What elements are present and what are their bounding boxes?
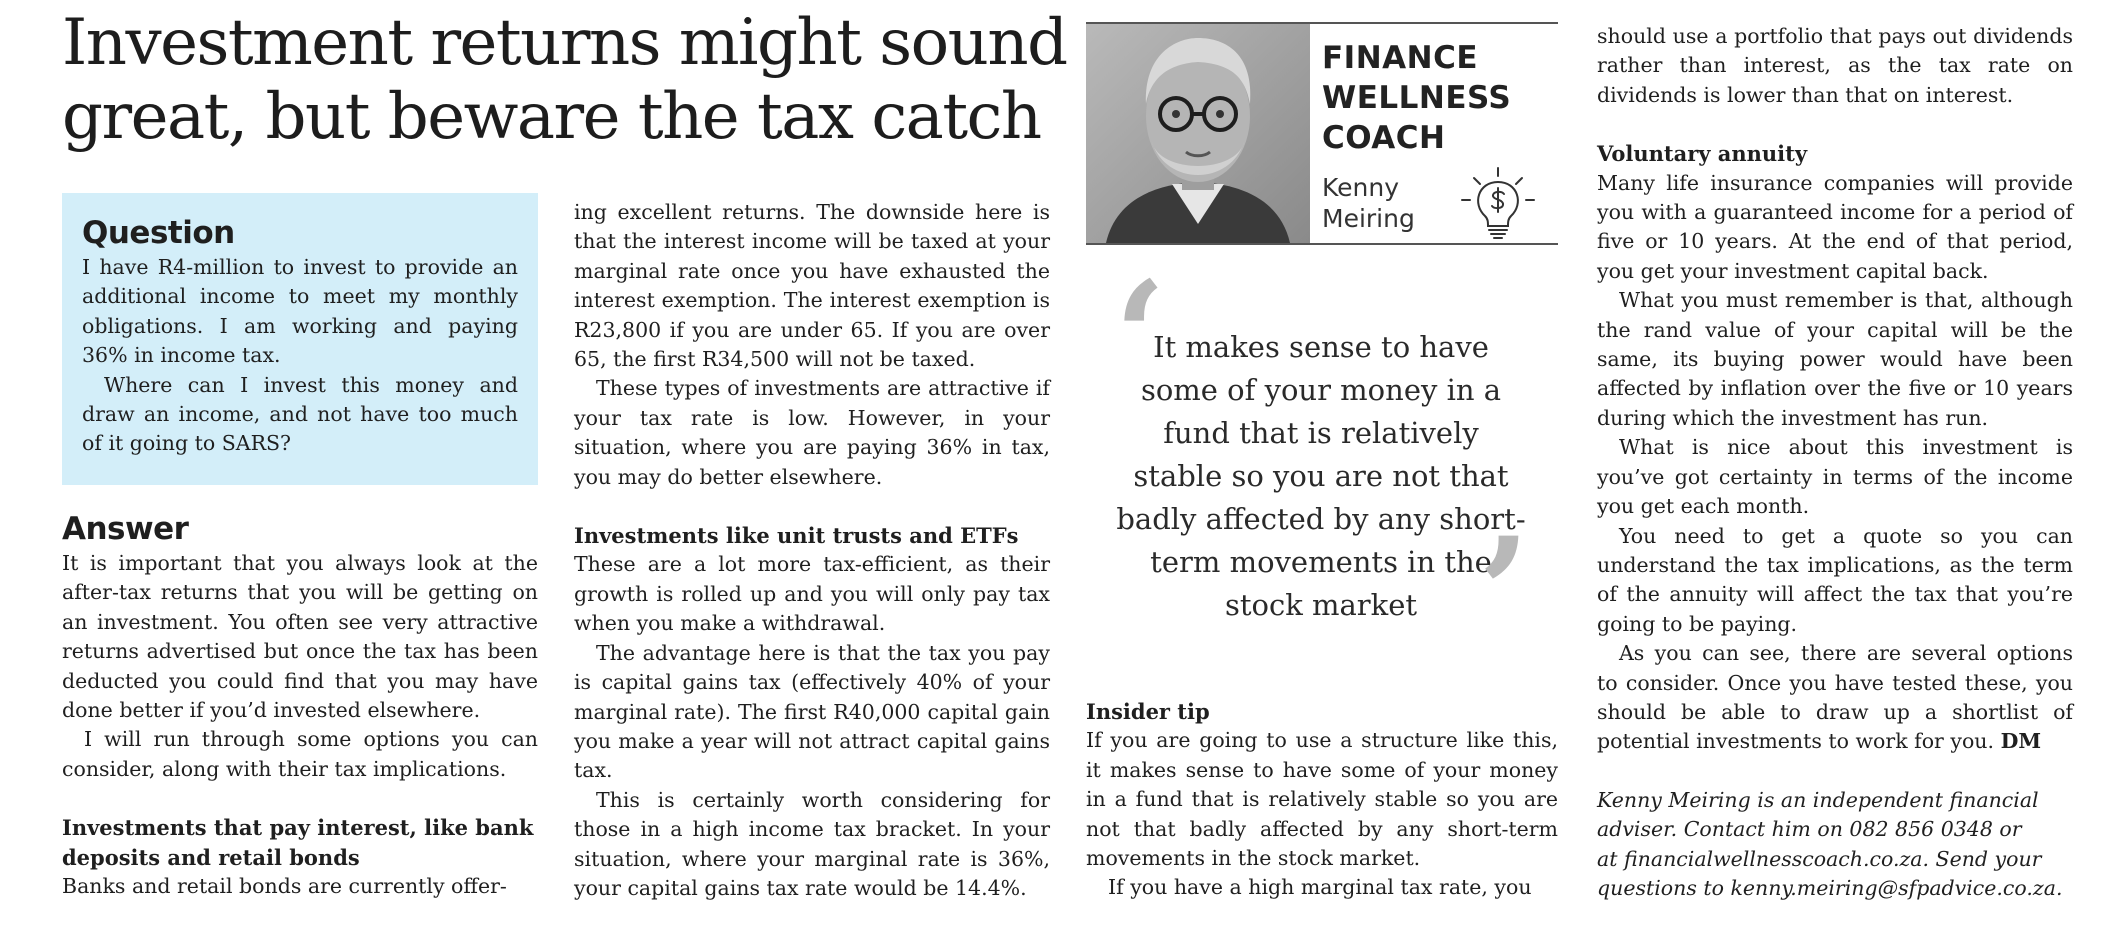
column-4 (1597, 22, 2073, 903)
interest-lead: Banks and retail bonds are currently offer- (62, 874, 507, 899)
dm-sign-off: DM (2000, 729, 2042, 754)
question-box (62, 193, 538, 485)
insider-continued: should use a portfolio that pays out dividends rather than interest, as the tax rate on dividends is lower than that on interest. (1597, 24, 2073, 107)
column-3 (1086, 697, 1558, 903)
insider-paragraph: If you are going to use a structure like this, it makes sense to have some of your money in a fund that is relatively stable so you are not that badly affected by any short-term movements in the stock market. (1086, 728, 1558, 871)
coach-portrait (1086, 24, 1310, 243)
question-paragraph: I have R4-million to invest to provide an additional income to meet my monthly obligations. I am working and paying 36% in income tax. (82, 255, 518, 368)
unit-trusts-paragraph: This is certainly worth considering for those in a high income tax bracket. In your situation, where your marginal rate is 36%, your capital gains tax rate would be 14.4%. (574, 787, 1050, 900)
annuity-heading: Voluntary annuity (1597, 141, 1808, 167)
author-byline: Kenny Meiring is an independent financial adviser. Contact him on 082 856 0348 or at financialwellnesscoach.co.za. Send your questions to kenny.meiring@sfpadvice.co.za. (1597, 787, 2063, 900)
unit-trusts-paragraph: The advantage here is that the tax you pay is capital gains tax (effectively 40% of your marginal rate). The first R40,000 capital gain you make a year will not attract capital gains tax. (574, 640, 1050, 783)
unit-trusts-paragraph: These are a lot more tax-efficient, as their growth is rolled up and you will only pay tax when you make a withdrawal. (574, 552, 1050, 636)
open-quote-mark: ‘ (1114, 249, 1167, 425)
headline: Investment returns might sound great, but beware the tax catch (62, 6, 1067, 154)
insider-heading: Insider tip (1086, 699, 1210, 724)
pull-quote: It makes sense to have some of your money in a fund that is relatively stable so you are not that badly affected by any short-term movements in the stock market (1116, 330, 1526, 622)
interest-heading: Investments that pay interest, like bank deposits and retail bonds (62, 815, 534, 870)
annuity-paragraph: What you must remember is that, although the rand value of your capital will be the same, its buying power would have been affected by inflation over the five or 10 years during which the investment has run. (1597, 288, 2073, 430)
lightbulb-dollar-icon (1458, 166, 1538, 242)
answer-paragraph: It is important that you always look at the after-tax returns that you will be getting on an investment. You often see very attractive returns advertised but once the tax has been deducted you could find that you may have done better if you’d invested elsewhere. (62, 551, 538, 723)
column-1 (62, 511, 538, 901)
interest-paragraph: These types of investments are attractive if your tax rate is low. However, in your situation, where you are paying 36% in tax, you may do better elsewhere. (574, 376, 1050, 489)
annuity-paragraph: You need to get a quote so you can understand the tax implications, as the term of the annuity will affect the tax that you’re going to be paying. (1597, 523, 2073, 636)
column-2 (574, 198, 1050, 903)
answer-heading: Answer (62, 511, 189, 547)
close-quote-mark: ’ (1478, 505, 1531, 681)
interest-continued: ing excellent returns. The downside here is that the interest income will be taxed at your marginal rate once you have exhausted the interest exemption. The interest exemption is R23,800 if you are under 65. If you are over 65, the first R34,500 will not be taxed. (574, 200, 1050, 372)
insider-paragraph: If you have a high marginal tax rate, you (1108, 875, 1532, 900)
coach-name: Kenny Meiring (1322, 173, 1415, 233)
annuity-paragraph: What is nice about this investment is you’ve got certainty in terms of the income you get each month. (1597, 435, 2073, 519)
coach-title: FINANCE WELLNESS COACH (1322, 40, 1512, 156)
coach-banner (1086, 22, 1558, 245)
annuity-paragraph: As you can see, there are several options to consider. Once you have tested these, you should be able to draw up a shortlist of potential investments to work for you. DM (1597, 641, 2073, 754)
question-heading: Question (82, 215, 235, 251)
annuity-paragraph: Many life insurance companies will provide you with a guaranteed income for a period of five or 10 years. At the end of that period, you get your investment capital back. (1597, 170, 2073, 283)
unit-trusts-heading: Investments like unit trusts and ETFs (574, 523, 1019, 549)
question-paragraph: Where can I invest this money and draw an income, and not have too much of it going to SARS? (82, 372, 518, 456)
answer-paragraph: I will run through some options you can consider, along with their tax implications. (62, 727, 538, 781)
